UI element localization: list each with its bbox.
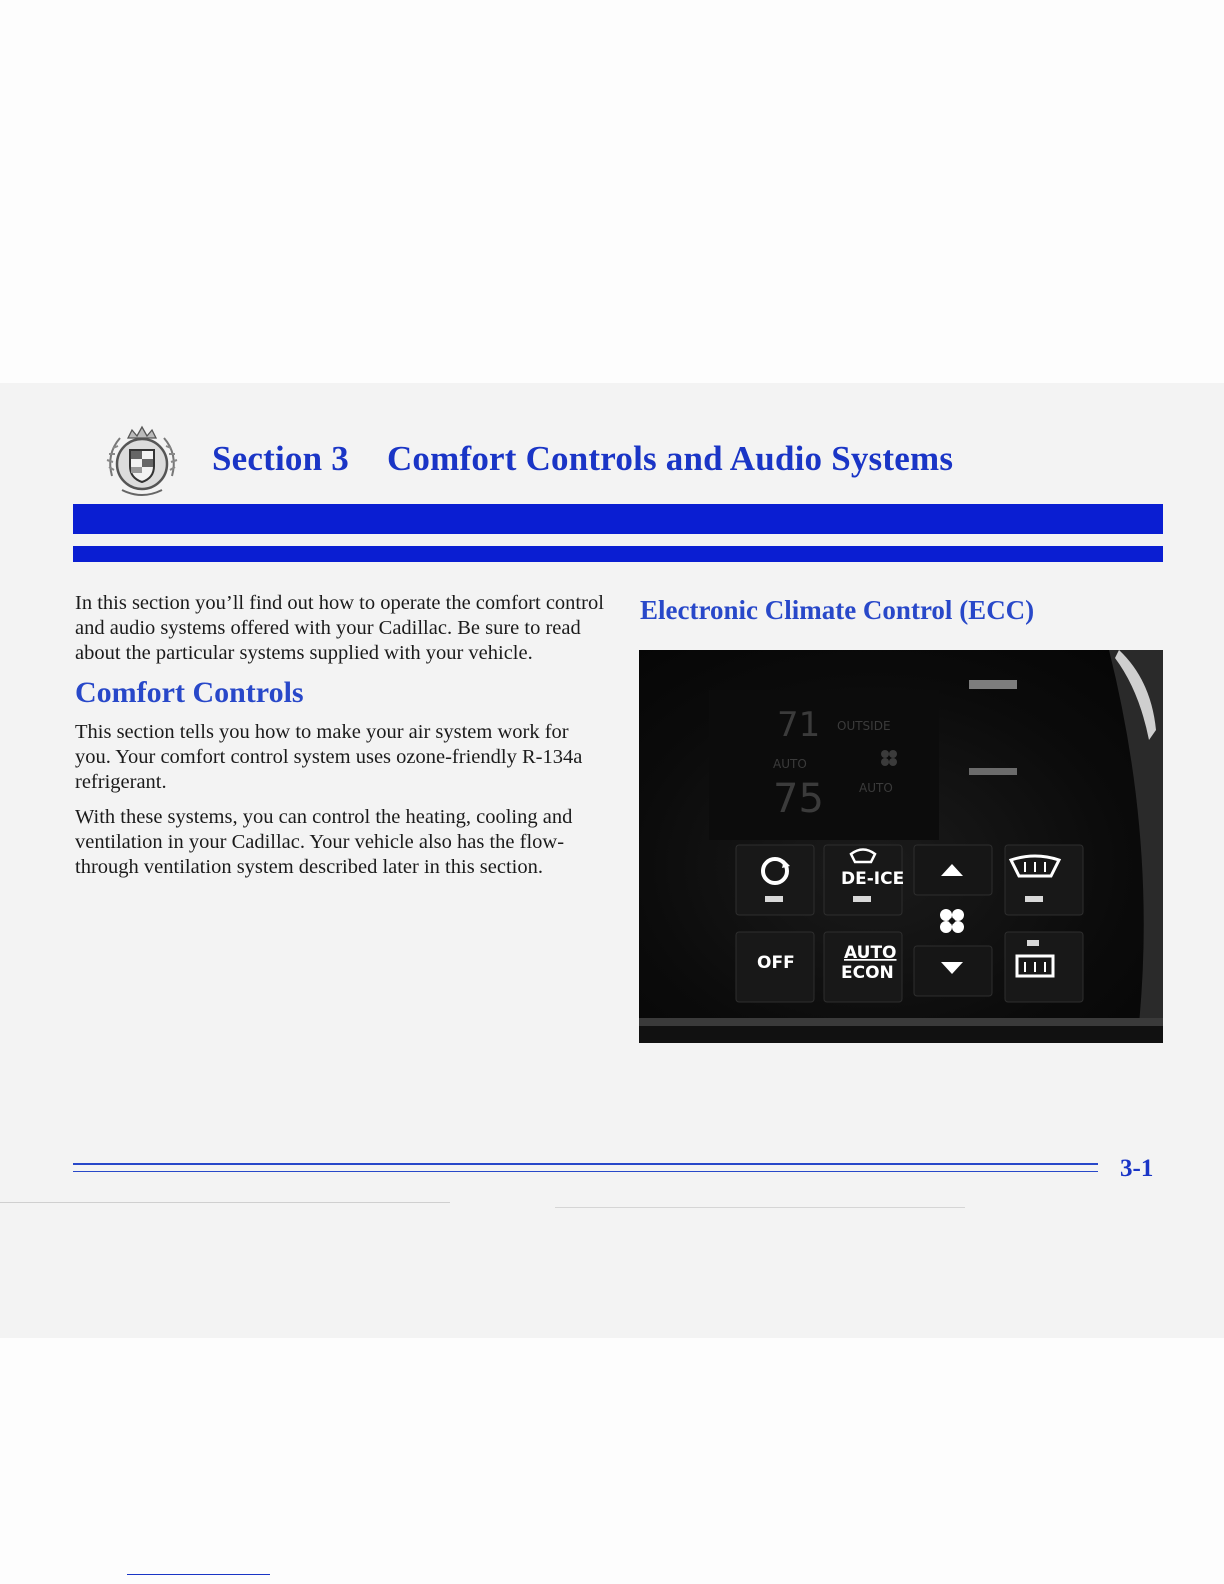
- display-set-temp: 75: [773, 776, 824, 822]
- header-bar-bottom: [73, 546, 1163, 562]
- comfort-controls-heading: Comfort Controls: [75, 676, 304, 709]
- auto-label: AUTO: [844, 943, 897, 963]
- off-button[interactable]: [736, 932, 814, 1002]
- page-number: 3-1: [1120, 1155, 1154, 1182]
- footer-mark: [127, 1574, 270, 1575]
- temp-up-button[interactable]: [914, 845, 992, 895]
- display-outside-label: OUTSIDE: [837, 719, 891, 733]
- windshield-defrost-button[interactable]: [1005, 845, 1083, 915]
- scan-artifact: [555, 1207, 965, 1208]
- display-auto: AUTO: [859, 781, 893, 795]
- temp-down-button[interactable]: [914, 946, 992, 996]
- cadillac-crest-icon: [100, 424, 184, 500]
- deice-label: DE-ICE: [841, 869, 905, 889]
- left-column: [75, 591, 605, 890]
- intro-paragraph: In this section you’ll find out how to operate the comfort control and audio systems offered with your Cadillac. Be sure to read about the particular systems supplied with your vehicle.: [75, 592, 604, 664]
- section-number: Section 3: [212, 439, 349, 478]
- recirculation-button[interactable]: [736, 845, 814, 915]
- ecc-panel-photo: [639, 650, 1163, 1043]
- auto-econ-button[interactable]: [824, 932, 902, 1002]
- comfort-paragraph-1: This section tells you how to make your air system work for you. Your comfort control system uses ozone-friendly R-134a refrigerant.: [75, 721, 583, 793]
- ecc-heading: Electronic Climate Control (ECC): [640, 595, 1035, 625]
- comfort-paragraph-2: With these systems, you can control the heating, cooling and ventilation in your Cadillac. Your vehicle also has the flow-through ventilation system described later in this section.: [75, 806, 573, 878]
- scan-artifact: [0, 1202, 450, 1203]
- footer-rule: [73, 1163, 1098, 1165]
- section-name: Comfort Controls and Audio Systems: [386, 439, 954, 478]
- fan-icon: [940, 909, 964, 933]
- deice-button[interactable]: [824, 845, 904, 915]
- rear-defrost-button[interactable]: [1005, 932, 1083, 1002]
- econ-label: ECON: [841, 963, 894, 983]
- display-outside-temp: 71: [777, 705, 821, 745]
- section-title: [212, 439, 953, 479]
- header-bar-top: [73, 504, 1163, 534]
- display-mode: AUTO: [773, 757, 807, 771]
- off-label: OFF: [757, 953, 795, 973]
- footer-rule-thin: [73, 1171, 1098, 1172]
